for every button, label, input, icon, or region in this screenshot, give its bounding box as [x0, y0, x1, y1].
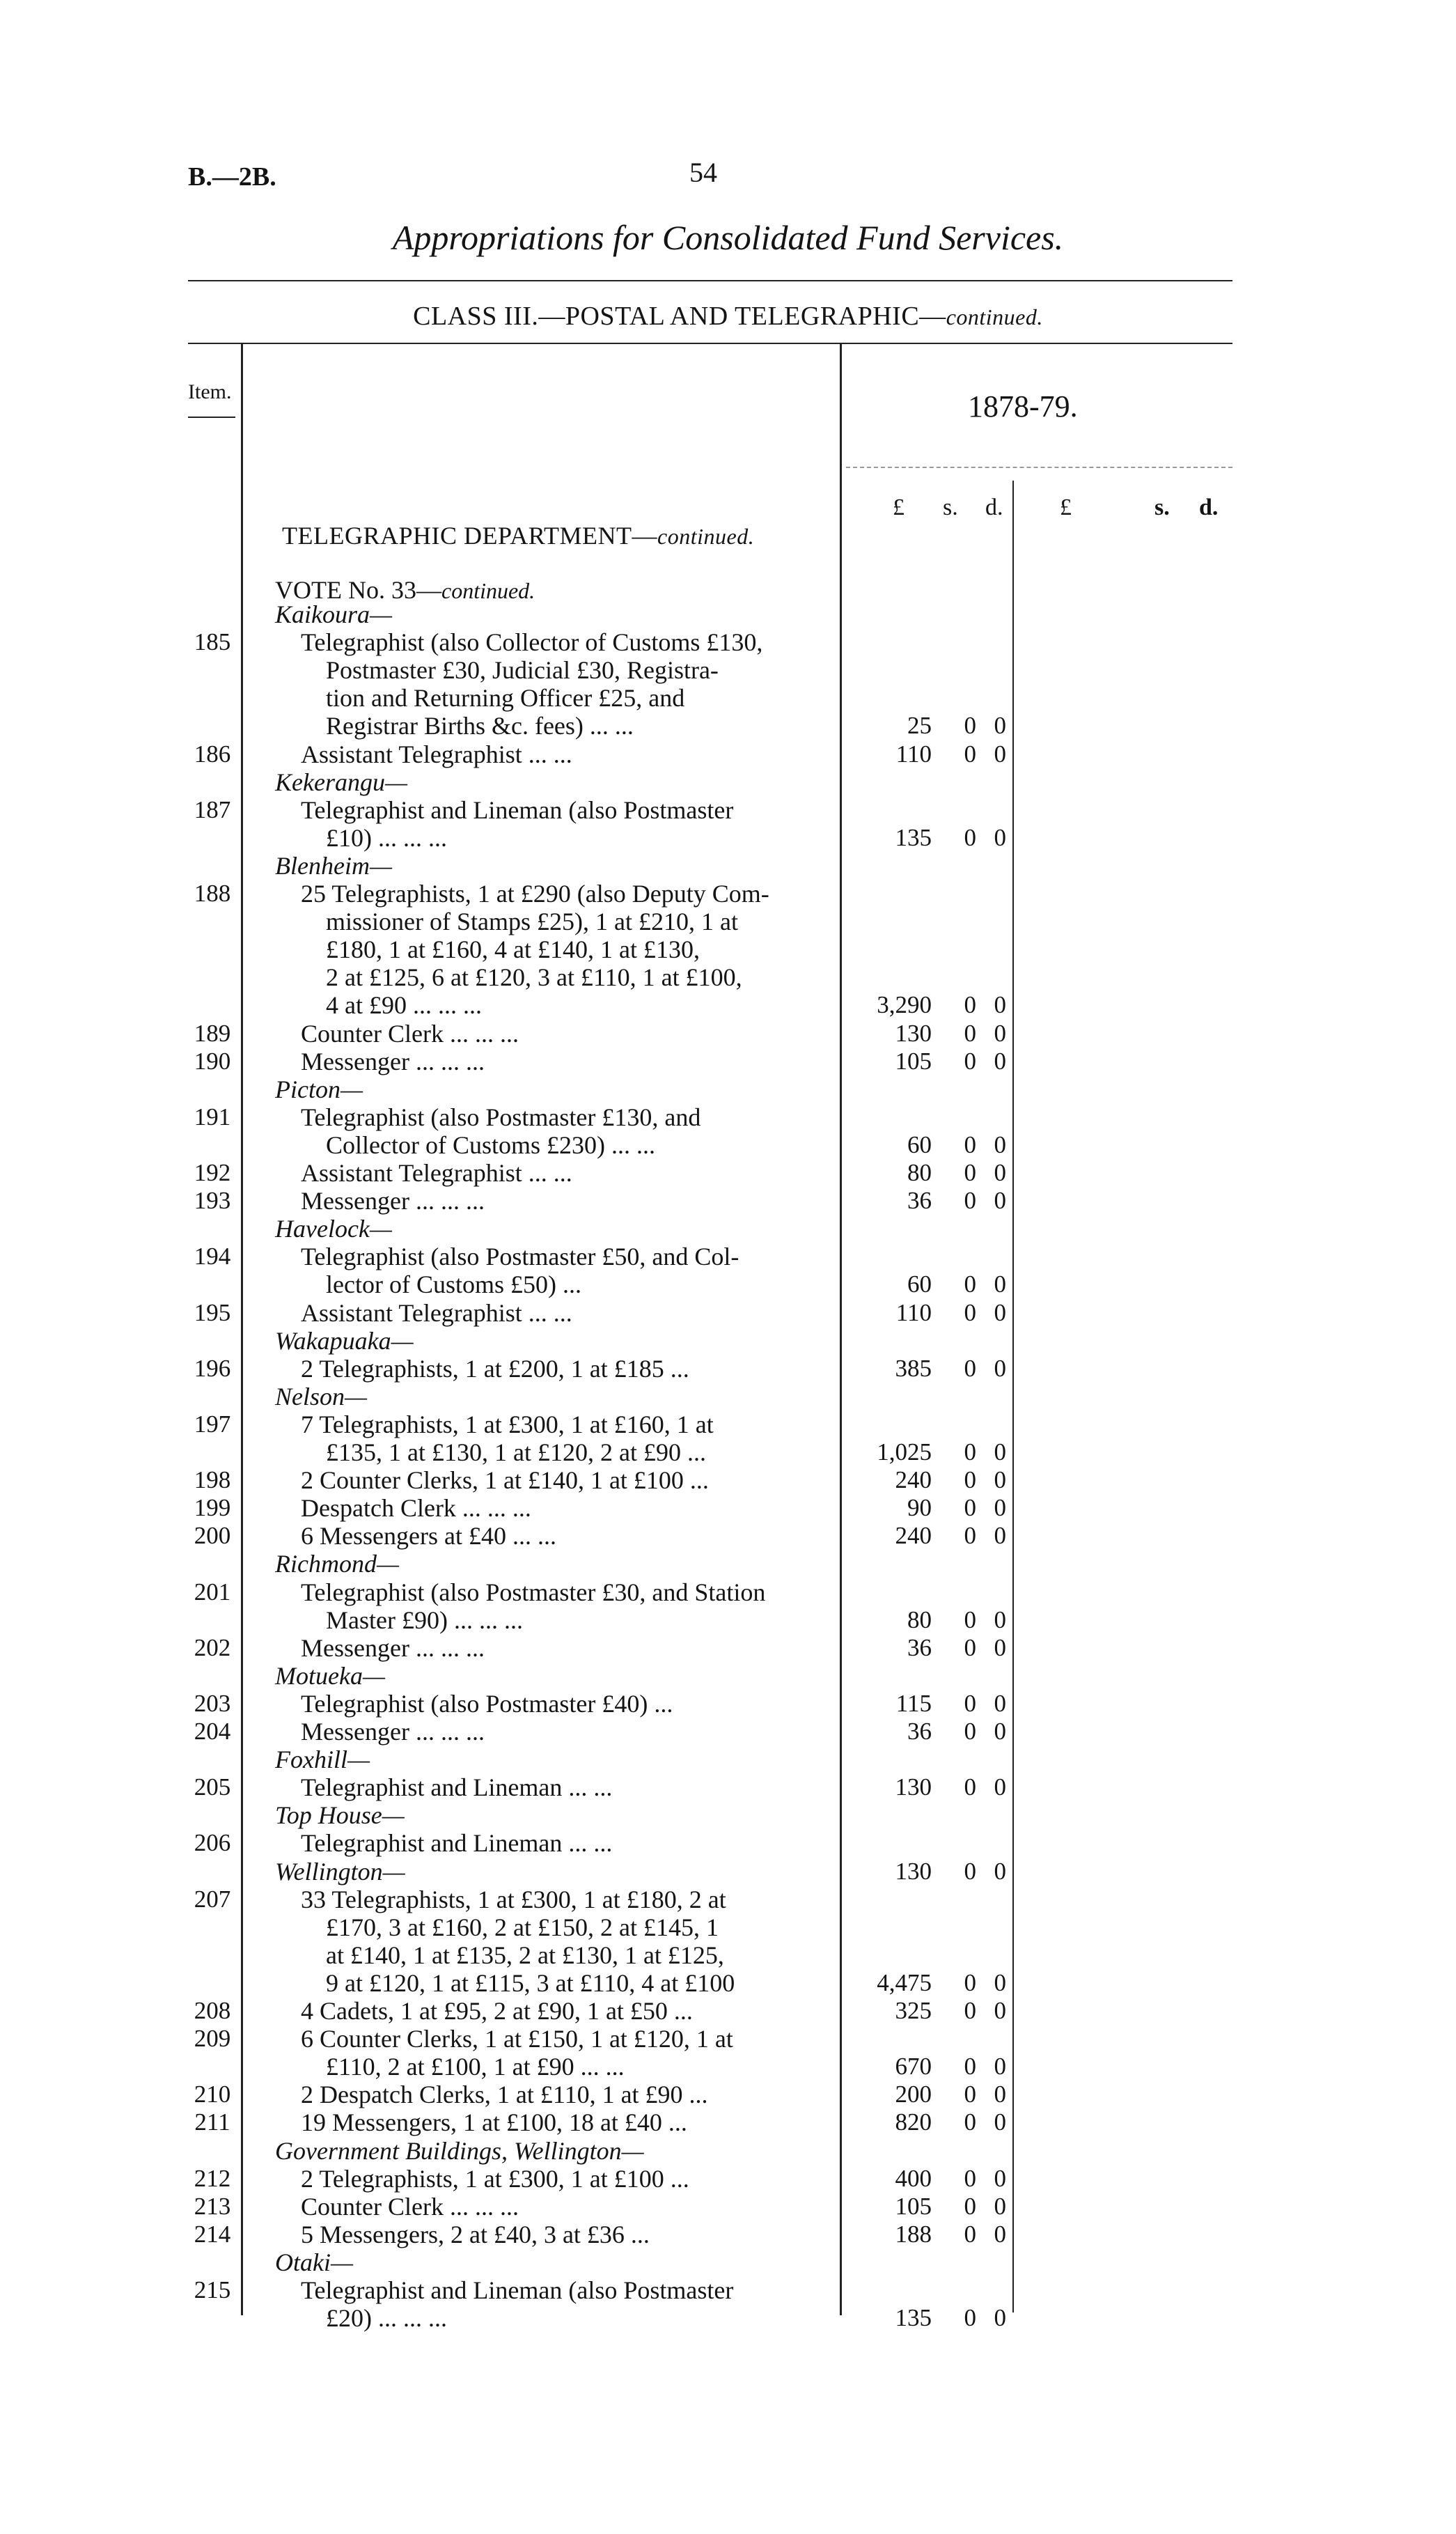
item-description: Messenger ... ... ...	[301, 1634, 485, 1662]
amount-pounds: 135	[895, 824, 932, 851]
amount-shillings: 0	[964, 712, 976, 739]
amount-pence: 0	[994, 1634, 1006, 1661]
amount-pounds: 60	[907, 1270, 932, 1298]
item-description: Messenger ... ... ...	[301, 1048, 485, 1075]
amount-shillings: 0	[964, 1270, 976, 1298]
item-number: 215	[194, 2276, 231, 2303]
item-number: 206	[194, 1829, 231, 1856]
amount-pounds: 115	[895, 1690, 932, 1717]
department-heading-main: TELEGRAPHIC DEPARTMENT—	[282, 522, 658, 550]
amount-pounds: 36	[907, 1718, 932, 1745]
amount-shillings: 0	[964, 2165, 976, 2192]
amount-pounds: 36	[907, 1634, 932, 1661]
amount-pence: 0	[994, 1494, 1006, 1521]
location-heading: Richmond—	[275, 1550, 399, 1578]
item-number: 212	[194, 2165, 231, 2192]
item-description: Telegraphist and Lineman (also Postmaster	[301, 2276, 734, 2304]
line-continuation: tion and Returning Officer £25, and	[326, 684, 685, 712]
location-heading: Top House—	[275, 1801, 405, 1829]
amount-pounds: 36	[907, 1187, 932, 1214]
amount-pounds: 188	[895, 2221, 932, 2248]
amount-shillings: 0	[964, 1355, 976, 1382]
amount-pence: 0	[994, 2304, 1006, 2331]
line-continuation: 4 at £90 ... ... ...	[326, 991, 482, 1019]
amount-shillings: 0	[964, 1494, 976, 1521]
item-number: 191	[194, 1103, 231, 1130]
line-continuation: £110, 2 at £100, 1 at £90 ... ...	[326, 2053, 625, 2081]
line-continuation: lector of Customs £50) ...	[326, 1270, 581, 1298]
amount-shillings: 0	[964, 2193, 976, 2220]
amount-shillings: 0	[964, 2108, 976, 2136]
class-rule	[188, 343, 1232, 344]
amount-pence: 0	[994, 1690, 1006, 1717]
amount-pounds: 105	[895, 1048, 932, 1075]
amount-pence: 0	[994, 1048, 1006, 1075]
amount-pounds: 4,475	[877, 1969, 932, 1996]
amount-shillings: 0	[964, 1438, 976, 1466]
amount-pence: 0	[994, 1718, 1006, 1745]
amount-shillings: 0	[964, 1969, 976, 1996]
pence-header-2: d.	[1199, 495, 1219, 520]
item-description: 2 Counter Clerks, 1 at £140, 1 at £100 ...	[301, 1466, 709, 1494]
item-description: 2 Telegraphists, 1 at £300, 1 at £100 ...	[301, 2165, 689, 2193]
amount-pence: 0	[994, 1997, 1006, 2024]
item-number: 205	[194, 1773, 231, 1801]
amount-pence: 0	[994, 824, 1006, 851]
amount-shillings: 0	[964, 2221, 976, 2248]
item-number: 185	[194, 628, 231, 655]
line-continuation: £180, 1 at £160, 4 at £140, 1 at £130,	[326, 935, 700, 963]
amount-pounds: 325	[895, 1997, 932, 2024]
item-number: 198	[194, 1466, 231, 1493]
shilling-header-2: s.	[1154, 495, 1170, 520]
amount-column-divider	[840, 344, 842, 2315]
location-heading: Wellington—	[275, 1858, 405, 1886]
line-continuation: £20) ... ... ...	[326, 2304, 447, 2332]
amount-pounds: 3,290	[877, 991, 932, 1018]
item-description: 2 Telegraphists, 1 at £200, 1 at £185 ...	[301, 1355, 689, 1383]
amount-pounds: 820	[895, 2108, 932, 2136]
amount-shillings: 0	[964, 1048, 976, 1075]
location-heading: Otaki—	[275, 2248, 353, 2276]
item-number: 213	[194, 2193, 231, 2220]
amount-pence: 0	[994, 1969, 1006, 1996]
amount-pence: 0	[994, 1858, 1006, 1885]
amount-pence: 0	[994, 1606, 1006, 1633]
amount-shillings: 0	[964, 1634, 976, 1661]
amount-pounds: 130	[895, 1858, 932, 1885]
pence-column-divider	[1012, 481, 1014, 2313]
location-heading: Picton—	[275, 1075, 363, 1103]
item-number: 209	[194, 2025, 231, 2052]
item-description: Assistant Telegraphist ... ...	[301, 1299, 572, 1327]
amount-shillings: 0	[964, 1858, 976, 1885]
pence-header: d.	[985, 495, 1003, 520]
item-column-header: Item.	[188, 380, 232, 403]
class-heading	[0, 301, 1456, 332]
item-number: 201	[194, 1578, 231, 1606]
item-description: Assistant Telegraphist ... ...	[301, 1159, 572, 1187]
amount-shillings: 0	[964, 1690, 976, 1717]
amount-pence: 0	[994, 2108, 1006, 2136]
amount-shillings: 0	[964, 1159, 976, 1186]
amount-shillings: 0	[964, 2304, 976, 2331]
item-description: Telegraphist and Lineman ... ...	[301, 1829, 613, 1857]
item-number: 210	[194, 2081, 231, 2108]
amount-pounds: 135	[895, 2304, 932, 2331]
amount-pence: 0	[994, 1131, 1006, 1158]
amount-pounds: 105	[895, 2193, 932, 2220]
department-heading	[282, 521, 754, 550]
amount-pence: 0	[994, 1159, 1006, 1186]
amount-shillings: 0	[964, 1773, 976, 1801]
amount-pounds: 110	[895, 1299, 932, 1326]
year-heading: 1878-79.	[968, 389, 1078, 423]
item-description: Counter Clerk ... ... ...	[301, 2193, 519, 2221]
item-description: Telegraphist and Lineman (also Postmaster	[301, 796, 734, 824]
amount-pounds: 240	[895, 1522, 932, 1549]
item-description: 7 Telegraphists, 1 at £300, 1 at £160, 1 at	[301, 1410, 714, 1438]
location-heading: Havelock—	[275, 1215, 392, 1243]
item-number: 186	[194, 740, 231, 768]
location-heading: Blenheim—	[275, 852, 392, 880]
line-continuation: Collector of Customs £230) ... ...	[326, 1131, 655, 1159]
line-continuation: 2 at £125, 6 at £120, 3 at £110, 1 at £100,	[326, 963, 742, 991]
item-description: Telegraphist and Lineman ... ...	[301, 1773, 613, 1801]
amount-pence: 0	[994, 2053, 1006, 2080]
item-description: Telegraphist (also Postmaster £40) ...	[301, 1690, 673, 1718]
amount-shillings: 0	[964, 1187, 976, 1214]
line-continuation: Postmaster £30, Judicial £30, Registra-	[326, 656, 719, 684]
item-number: 197	[194, 1410, 231, 1438]
item-number: 211	[194, 2108, 230, 2136]
pound-header: £	[893, 495, 905, 520]
page-number: 54	[689, 157, 717, 188]
amount-pounds: 385	[895, 1355, 932, 1382]
location-heading: Motueka—	[275, 1662, 385, 1690]
item-number: 203	[194, 1690, 231, 1717]
location-heading: Wakapuaka—	[275, 1327, 414, 1355]
amount-shillings: 0	[964, 1131, 976, 1158]
item-description: Telegraphist (also Postmaster £130, and	[301, 1103, 701, 1131]
amount-pounds: 1,025	[877, 1438, 932, 1466]
line-continuation: £10) ... ... ...	[326, 824, 447, 852]
item-number: 200	[194, 1522, 231, 1549]
amount-pounds: 80	[907, 1159, 932, 1186]
item-column-divider	[241, 344, 243, 2315]
line-continuation: £135, 1 at £130, 1 at £120, 2 at £90 ...	[326, 1438, 706, 1466]
location-heading: Foxhill—	[275, 1746, 370, 1773]
class-heading-main: CLASS III.—POSTAL AND TELEGRAPHIC—	[413, 302, 946, 331]
amount-pence: 0	[994, 1438, 1006, 1466]
amount-pounds: 110	[895, 740, 932, 768]
amount-shillings: 0	[964, 991, 976, 1018]
page-title: Appropriations for Consolidated Fund Services.	[392, 218, 1064, 257]
amount-pounds: 80	[907, 1606, 932, 1633]
amount-pence: 0	[994, 740, 1006, 768]
amount-shillings: 0	[964, 2081, 976, 2108]
amount-shillings: 0	[964, 740, 976, 768]
amount-pounds: 90	[907, 1494, 932, 1521]
amount-pence: 0	[994, 712, 1006, 739]
amount-shillings: 0	[964, 1299, 976, 1326]
amount-shillings: 0	[964, 1997, 976, 2024]
item-description: Counter Clerk ... ... ...	[301, 1020, 519, 1048]
item-number: 193	[194, 1187, 231, 1214]
vote-heading-continued: continued.	[441, 578, 535, 603]
line-continuation: at £140, 1 at £135, 2 at £130, 1 at £125,	[326, 1941, 724, 1969]
item-number: 208	[194, 1997, 231, 2024]
document-reference: B.—2B.	[188, 162, 276, 192]
item-number: 202	[194, 1634, 231, 1661]
amount-pence: 0	[994, 2193, 1006, 2220]
amount-pounds: 25	[907, 712, 932, 739]
amount-pence: 0	[994, 1522, 1006, 1549]
amount-shillings: 0	[964, 1718, 976, 1745]
amount-pence: 0	[994, 1773, 1006, 1801]
item-description: 6 Messengers at £40 ... ...	[301, 1522, 556, 1550]
amount-shillings: 0	[964, 1606, 976, 1633]
item-description: Telegraphist (also Collector of Customs £130,	[301, 628, 763, 656]
amount-pence: 0	[994, 1299, 1006, 1326]
item-number: 192	[194, 1159, 231, 1186]
title-rule	[188, 280, 1232, 281]
pound-header-2: £	[1060, 495, 1072, 520]
item-description: Telegraphist (also Postmaster £50, and Col-	[301, 1243, 739, 1270]
amount-pence: 0	[994, 991, 1006, 1018]
item-number: 189	[194, 1020, 231, 1047]
department-heading-continued: continued.	[657, 524, 755, 549]
item-number: 187	[194, 796, 231, 823]
amount-pounds: 200	[895, 2081, 932, 2108]
year-rule	[846, 467, 1232, 468]
amount-shillings: 0	[964, 2053, 976, 2080]
amount-shillings: 0	[964, 824, 976, 851]
item-number: 204	[194, 1718, 231, 1745]
line-continuation: Master £90) ... ... ...	[326, 1606, 523, 1634]
amount-pence: 0	[994, 2165, 1006, 2192]
item-number: 188	[194, 880, 231, 907]
amount-pence: 0	[994, 2081, 1006, 2108]
item-header-rule	[188, 417, 235, 418]
item-description: 25 Telegraphists, 1 at £290 (also Deputy Com-	[301, 880, 769, 908]
amount-pounds: 130	[895, 1773, 932, 1801]
item-description: Messenger ... ... ...	[301, 1187, 485, 1215]
line-continuation: Registrar Births &c. fees) ... ...	[326, 712, 634, 740]
location-heading: Nelson—	[275, 1383, 368, 1410]
vote-heading-main: VOTE No. 33—	[275, 576, 441, 604]
amount-pounds: 60	[907, 1131, 932, 1158]
item-description: 6 Counter Clerks, 1 at £150, 1 at £120, 1 at	[301, 2025, 733, 2053]
amount-shillings: 0	[964, 1020, 976, 1047]
item-number: 199	[194, 1494, 231, 1521]
amount-pence: 0	[994, 1270, 1006, 1298]
location-heading: Government Buildings, Wellington—	[275, 2137, 644, 2165]
item-description: Telegraphist (also Postmaster £30, and Station	[301, 1578, 766, 1606]
item-number: 194	[194, 1243, 231, 1270]
item-number: 190	[194, 1048, 231, 1075]
shilling-header: s.	[943, 495, 958, 520]
line-continuation: 9 at £120, 1 at £115, 3 at £110, 4 at £100	[326, 1969, 735, 1997]
item-number: 207	[194, 1886, 231, 1913]
location-heading: Kekerangu—	[275, 768, 407, 796]
amount-pounds: 670	[895, 2053, 932, 2080]
amount-pounds: 400	[895, 2165, 932, 2192]
item-description: Messenger ... ... ...	[301, 1718, 485, 1746]
amount-shillings: 0	[964, 1466, 976, 1493]
item-description: 19 Messengers, 1 at £100, 18 at £40 ...	[301, 2108, 687, 2136]
item-description: Assistant Telegraphist ... ...	[301, 740, 572, 768]
amount-pence: 0	[994, 1187, 1006, 1214]
item-number: 214	[194, 2221, 231, 2248]
amount-pence: 0	[994, 1466, 1006, 1493]
item-description: 5 Messengers, 2 at £40, 3 at £36 ...	[301, 2221, 650, 2248]
item-description: 4 Cadets, 1 at £95, 2 at £90, 1 at £50 ...	[301, 1997, 693, 2025]
line-continuation: £170, 3 at £160, 2 at £150, 2 at £145, 1	[326, 1913, 719, 1941]
item-number: 196	[194, 1355, 231, 1382]
item-description: 2 Despatch Clerks, 1 at £110, 1 at £90 ...	[301, 2081, 708, 2108]
amount-pence: 0	[994, 1355, 1006, 1382]
line-continuation: missioner of Stamps £25), 1 at £210, 1 at	[326, 908, 738, 935]
amount-pounds: 240	[895, 1466, 932, 1493]
item-number: 195	[194, 1299, 231, 1326]
amount-pence: 0	[994, 1020, 1006, 1047]
amount-shillings: 0	[964, 1522, 976, 1549]
location-heading: Kaikoura—	[275, 600, 393, 628]
item-description: 33 Telegraphists, 1 at £300, 1 at £180, 2 at	[301, 1886, 726, 1913]
item-description: Despatch Clerk ... ... ...	[301, 1494, 531, 1522]
amount-pence: 0	[994, 2221, 1006, 2248]
amount-pounds: 130	[895, 1020, 932, 1047]
class-heading-continued: continued.	[946, 304, 1043, 329]
